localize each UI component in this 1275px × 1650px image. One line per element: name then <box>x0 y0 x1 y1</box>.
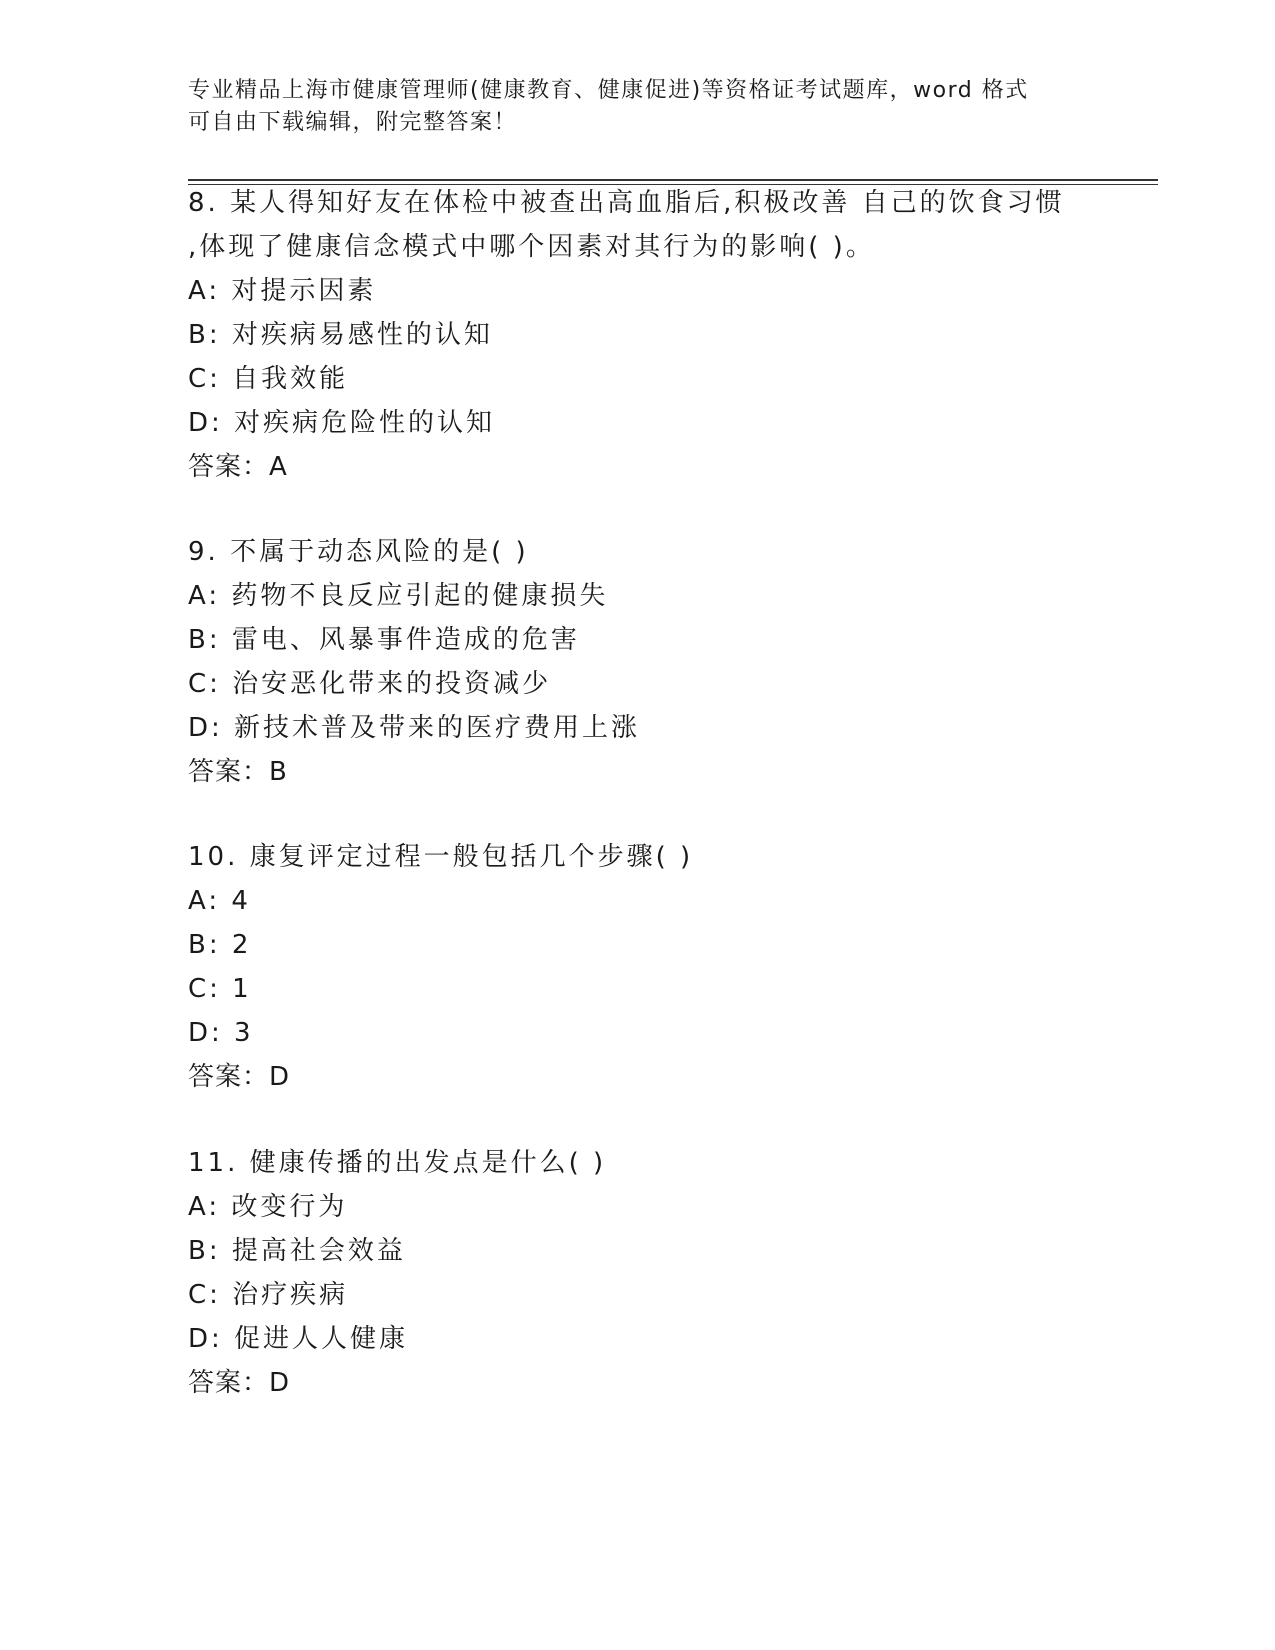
option-b: B: 对疾病易感性的认知 <box>188 320 493 350</box>
option-a: A: 药物不良反应引起的健康损失 <box>188 581 609 611</box>
option-a: A: 4 <box>188 886 251 916</box>
option-d: D: 3 <box>188 1018 254 1048</box>
header-line-2: 可自由下载编辑，附完整答案！ <box>188 110 518 135</box>
option-c: C: 治疗疾病 <box>188 1280 349 1310</box>
question-stem: ,体现了健康信念模式中哪个因素对其行为的影响( )。 <box>188 232 875 262</box>
option-d: D: 新技术普及带来的医疗费用上涨 <box>188 713 641 743</box>
header-divider-thick <box>188 179 1158 181</box>
option-c: C: 1 <box>188 974 252 1004</box>
answer: 答案：B <box>188 757 288 787</box>
question-stem: 11. 健康传播的出发点是什么( ) <box>188 1148 607 1178</box>
option-b: B: 提高社会效益 <box>188 1236 406 1266</box>
option-b: B: 雷电、风暴事件造成的危害 <box>188 625 580 655</box>
question-stem: 10. 康复评定过程一般包括几个步骤( ) <box>188 842 694 872</box>
option-d: D: 促进人人健康 <box>188 1324 409 1354</box>
question-stem: 8. 某人得知好友在体检中被查出高血脂后,积极改善 自己的饮食习惯 <box>188 188 1065 218</box>
header-line-1: 专业精品上海市健康管理师(健康教育、健康促进)等资格证考试题库，word 格式 <box>188 78 1029 103</box>
answer: 答案：D <box>188 1062 291 1092</box>
option-a: A: 改变行为 <box>188 1192 348 1222</box>
option-c: C: 治安恶化带来的投资减少 <box>188 669 552 699</box>
option-d: D: 对疾病危险性的认知 <box>188 408 496 438</box>
option-c: C: 自我效能 <box>188 364 349 394</box>
question-stem: 9. 不属于动态风险的是( ) <box>188 537 529 567</box>
option-a: A: 对提示因素 <box>188 276 377 306</box>
answer: 答案：A <box>188 452 288 482</box>
header-divider-thin <box>188 184 1158 185</box>
option-b: B: 2 <box>188 930 252 960</box>
answer: 答案：D <box>188 1368 291 1398</box>
